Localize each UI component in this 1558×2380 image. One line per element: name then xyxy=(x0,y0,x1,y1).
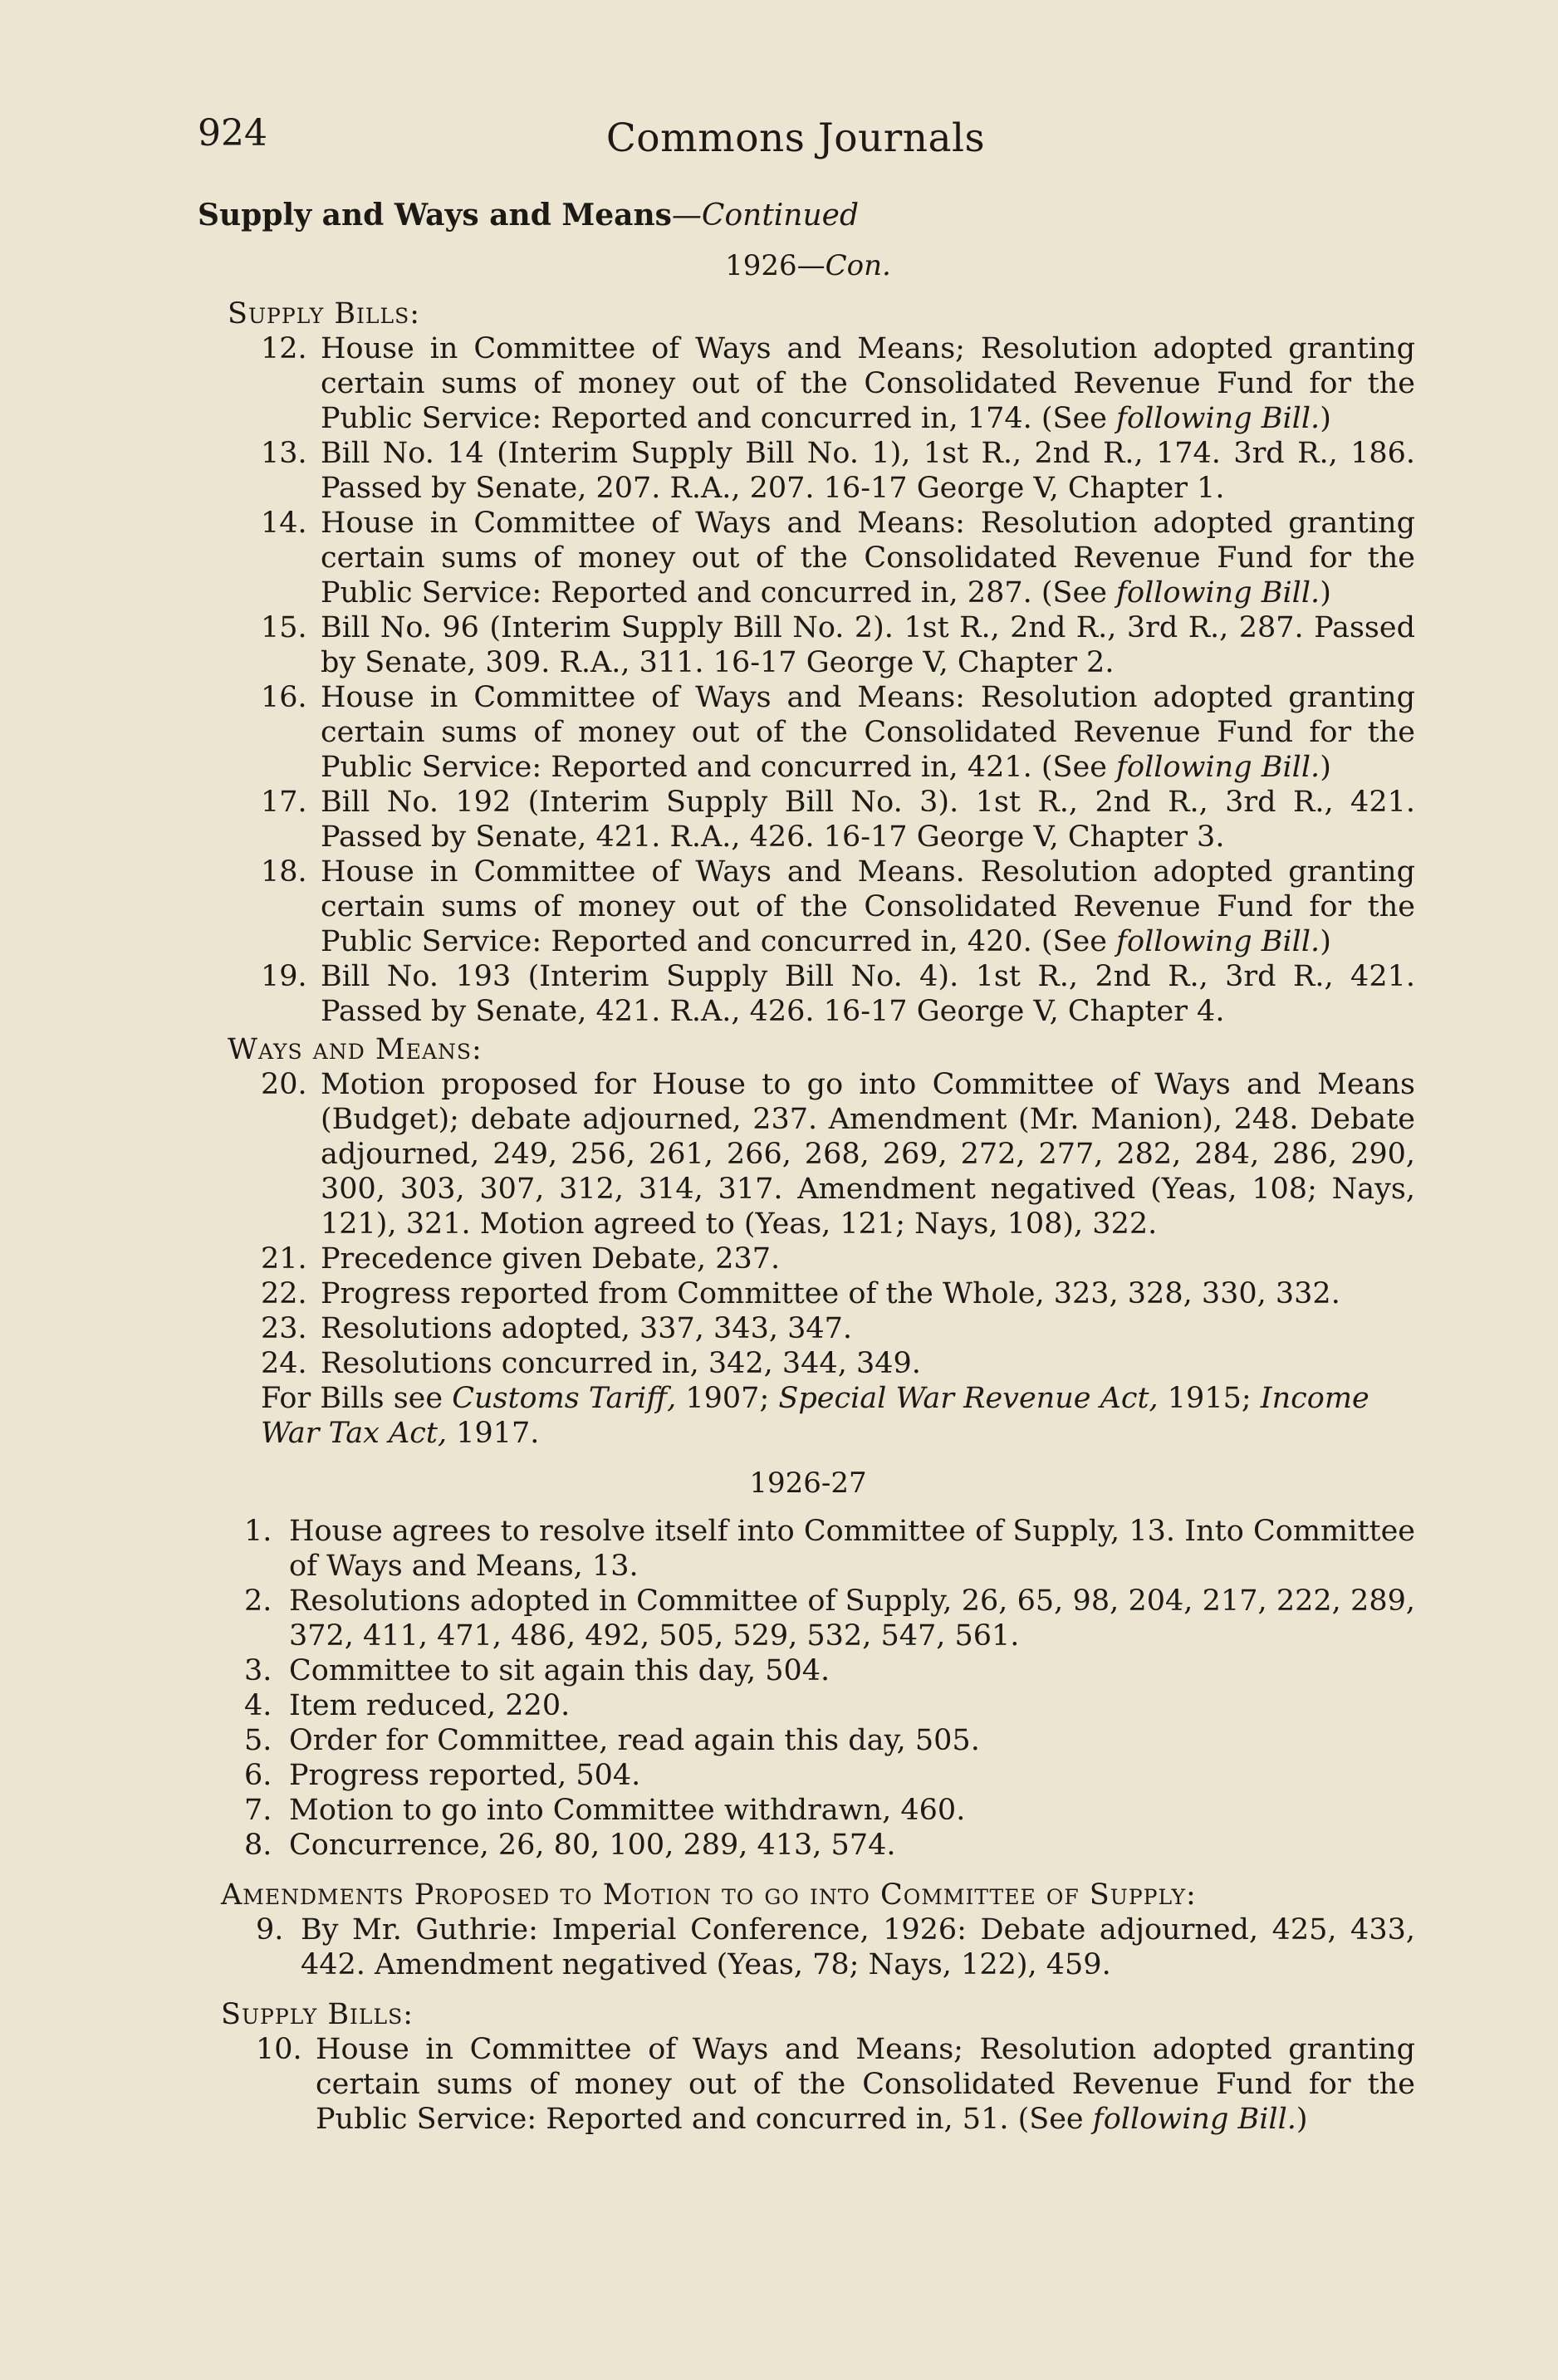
entry-text: Progress reported, 504. xyxy=(289,1759,641,1792)
entry-text: Motion to go into Committee withdrawn, 460. xyxy=(289,1794,966,1827)
entry-number: 18. xyxy=(261,855,307,889)
section-title xyxy=(198,198,1418,233)
entry-text: Resolutions adopted in Committee of Supply, 26, 65, 98, 204, 217, 222, 289, 372, 411, 471, 486, 492, 505, 529, 532, 547, 561. xyxy=(289,1584,1415,1653)
entry-text: Precedence given Debate, 237. xyxy=(321,1242,781,1276)
entry-number: 21. xyxy=(261,1242,307,1276)
page-number: 924 xyxy=(198,112,267,154)
entry-number: 19. xyxy=(261,960,307,993)
entry-text: Order for Committee, read again this day, 505. xyxy=(289,1724,980,1757)
entry-text-italic: following Bill. xyxy=(1092,2103,1296,2136)
note-act-customs-tariff: Customs Tariff, xyxy=(452,1382,677,1415)
list-item xyxy=(261,855,1418,959)
entry-number: 8. xyxy=(244,1829,272,1862)
list-item xyxy=(256,2032,1418,2137)
note-text: For Bills see xyxy=(261,1382,453,1415)
list-item xyxy=(261,959,1418,1029)
entry-text-main: House in Committee of Ways and Means; Resolution adopted granting certain sums of money out of the Consolidated Revenue Fund for the Public Service: Reported and concurred in, 51. (See xyxy=(316,2033,1415,2136)
list-item xyxy=(261,1346,1418,1381)
list-item xyxy=(261,1241,1418,1276)
entry-number: 22. xyxy=(261,1277,307,1310)
list-item xyxy=(261,1067,1418,1241)
entry-number: 12. xyxy=(261,332,307,365)
section-title-main: Supply and Ways and Means xyxy=(198,198,672,233)
year-heading-1926-27: 1926-27 xyxy=(749,1467,867,1500)
spacer xyxy=(198,1982,1418,1994)
bills-see-note xyxy=(261,1381,1418,1451)
entry-number: 16. xyxy=(261,681,307,714)
entry-text-end: ) xyxy=(1320,925,1331,958)
entry-text-main: House in Committee of Ways and Means; Resolution adopted granting certain sums of money out of the Consolidated Revenue Fund for the Public Service: Reported and concurred in, 174. (See xyxy=(321,332,1415,435)
supply-bills-list-2 xyxy=(198,2032,1418,2137)
year-con: Con. xyxy=(825,249,891,282)
list-item xyxy=(244,1584,1418,1653)
subheading-ways-and-means: Ways and Means: xyxy=(228,1033,483,1066)
entry-number: 5. xyxy=(244,1724,272,1757)
subheading-amendments: Amendments Proposed to Motion to go into Committee of Supply: xyxy=(221,1878,1197,1912)
entry-text-end: ) xyxy=(1320,751,1331,784)
entry-number: 9. xyxy=(256,1913,284,1947)
entry-text-italic: following Bill. xyxy=(1116,925,1320,958)
amendments-list xyxy=(198,1912,1418,1982)
entry-number: 10. xyxy=(256,2033,302,2066)
year-label: 1926— xyxy=(725,249,826,282)
note-act-special-war-revenue: Special War Revenue Act, xyxy=(778,1382,1159,1415)
ways-and-means-list xyxy=(198,1067,1418,1451)
entry-text: Item reduced, 220. xyxy=(289,1689,571,1722)
list-item xyxy=(261,1311,1418,1346)
list-item xyxy=(261,436,1418,506)
note-text: 1915; xyxy=(1158,1382,1261,1415)
page-header xyxy=(198,112,1394,170)
list-item xyxy=(244,1828,1418,1863)
entry-text-italic: following Bill. xyxy=(1116,402,1320,435)
list-item xyxy=(244,1653,1418,1688)
entry-text: Committee to sit again this day, 504. xyxy=(289,1654,830,1687)
entry-number: 1. xyxy=(244,1515,272,1548)
entry-text-end: ) xyxy=(1320,576,1331,610)
entry-text-main: House in Committee of Ways and Means. Resolution adopted granting certain sums of money out of the Consolidated Revenue Fund for the Public Service: Reported and concurred in, 420. (See xyxy=(321,855,1415,958)
entry-text: Progress reported from Committee of the Whole, 323, 328, 330, 332. xyxy=(321,1277,1340,1310)
list-item xyxy=(261,331,1418,436)
entry-text-end: ) xyxy=(1320,402,1331,435)
entry-number: 17. xyxy=(261,786,307,819)
list-item xyxy=(256,1912,1418,1982)
list-item xyxy=(261,506,1418,610)
entry-text xyxy=(321,331,1418,436)
entry-text: Bill No. 14 (Interim Supply Bill No. 1), 1st R., 2nd R., 174. 3rd R., 186. Passed by Senate, 207. R.A., 207. 16-17 George V, Chapter 1. xyxy=(321,437,1415,505)
entry-number: 13. xyxy=(261,437,307,470)
running-head: Commons Journals xyxy=(605,115,986,161)
supply-bills-list xyxy=(198,331,1418,1029)
list-item xyxy=(261,1276,1418,1311)
entry-number: 23. xyxy=(261,1312,307,1345)
note-text: 1907; xyxy=(676,1382,779,1415)
list-item xyxy=(244,1688,1418,1723)
spacer xyxy=(198,1863,1418,1874)
list-item xyxy=(261,610,1418,680)
entry-text: Motion proposed for House to go into Committee of Ways and Means (Budget); debate adjourned, 237. Amendment (Mr. Manion), 248. Debate adjourned, 249, 256, 261, 266, 268, 269, 272, 277, 282, 284, 286, 290, 300, 303, 307, 312, 314, 317. Amendment negatived (Yeas, 108; Nays, 121), 321. Motion agreed to (Yeas, 121; Nays, 108), 322. xyxy=(321,1068,1415,1241)
supply-1926-27-list xyxy=(198,1514,1418,1863)
entry-number: 2. xyxy=(244,1584,272,1618)
entry-text-italic: following Bill. xyxy=(1116,751,1320,784)
entry-text: Concurrence, 26, 80, 100, 289, 413, 574. xyxy=(289,1829,896,1862)
entry-number: 20. xyxy=(261,1068,307,1101)
entry-text-end: ) xyxy=(1296,2103,1308,2136)
entry-number: 15. xyxy=(261,611,307,644)
entry-number: 3. xyxy=(244,1654,272,1687)
entry-number: 6. xyxy=(244,1759,272,1792)
list-item xyxy=(244,1723,1418,1758)
entry-text: Resolutions concurred in, 342, 344, 349. xyxy=(321,1347,921,1380)
entry-number: 4. xyxy=(244,1689,272,1722)
entry-number: 24. xyxy=(261,1347,307,1380)
entry-text: Resolutions adopted, 337, 343, 347. xyxy=(321,1312,853,1345)
list-item xyxy=(261,785,1418,855)
entry-number: 14. xyxy=(261,507,307,540)
entry-text: Bill No. 192 (Interim Supply Bill No. 3). 1st R., 2nd R., 3rd R., 421. Passed by Senate, 421. R.A., 426. 16-17 George V, Chapter 3. xyxy=(321,786,1415,854)
list-item xyxy=(261,680,1418,785)
note-text: 1917. xyxy=(447,1417,540,1450)
list-item xyxy=(244,1514,1418,1584)
list-item xyxy=(244,1758,1418,1793)
entry-text: Bill No. 193 (Interim Supply Bill No. 4). 1st R., 2nd R., 3rd R., 421. Passed by Senate, 421. R.A., 426. 16-17 George V, Chapter 4. xyxy=(321,960,1415,1028)
entry-text: House agrees to resolve itself into Committee of Supply, 13. Into Committee of Ways and Means, 13. xyxy=(289,1515,1415,1583)
section-title-continued: —Continued xyxy=(671,198,860,233)
subheading-supply-bills-2: Supply Bills: xyxy=(221,1998,414,2031)
entry-text-italic: following Bill. xyxy=(1116,576,1320,610)
entry-text xyxy=(321,855,1418,959)
entry-text: Bill No. 96 (Interim Supply Bill No. 2). 1st R., 2nd R., 3rd R., 287. Passed by Senate, 309. R.A., 311. 16-17 George V, Chapter 2. xyxy=(321,611,1415,679)
entry-text-main: House in Committee of Ways and Means: Resolution adopted granting certain sums of money out of the Consolidated Revenue Fund for the Public Service: Reported and concurred in, 287. (See xyxy=(321,507,1415,610)
entry-text xyxy=(321,506,1418,610)
entry-text-main: House in Committee of Ways and Means: Resolution adopted granting certain sums of money out of the Consolidated Revenue Fund for the Public Service: Reported and concurred in, 421. (See xyxy=(321,681,1415,784)
entry-text: By Mr. Guthrie: Imperial Conference, 1926: Debate adjourned, 425, 433, 442. Amendment negatived (Yeas, 78; Nays, 122), 459. xyxy=(301,1913,1415,1981)
entry-text xyxy=(316,2032,1418,2137)
subheading-supply-bills: Supply Bills: xyxy=(228,297,421,331)
year-heading-1926 xyxy=(198,248,1418,283)
page-content xyxy=(198,198,1418,2137)
list-item xyxy=(244,1793,1418,1828)
entry-number: 7. xyxy=(244,1794,272,1827)
entry-text xyxy=(321,680,1418,785)
note-act-income-war-tax: Income War Tax Act, xyxy=(261,1382,1369,1450)
